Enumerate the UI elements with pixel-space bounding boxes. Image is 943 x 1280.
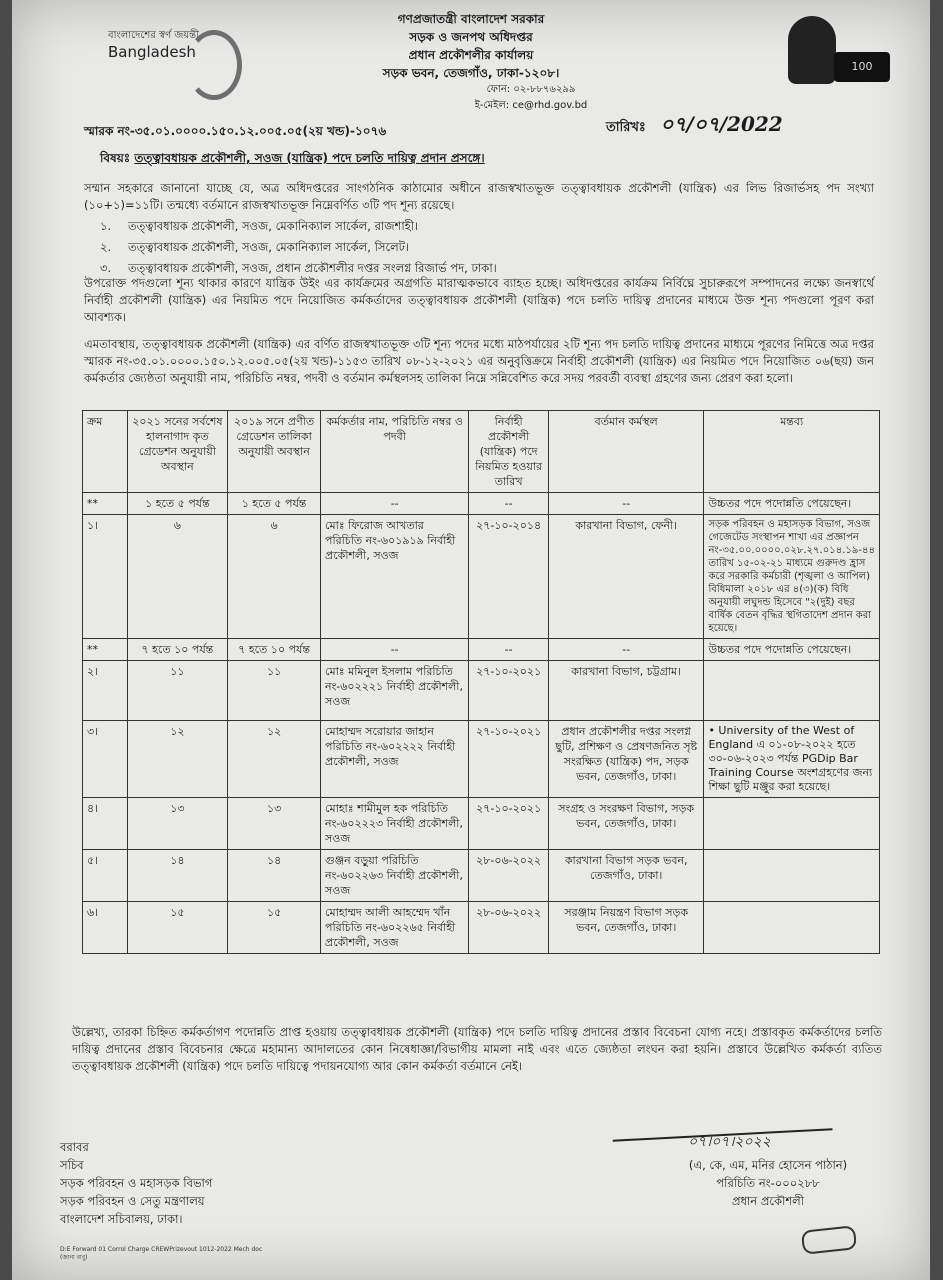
initial-scribble-icon: [801, 1225, 857, 1255]
date-label: তারিখঃ: [606, 120, 646, 135]
paragraph-intro: সম্মান সহকারে জানানো যাচ্ছে যে, অত্র অধিদপ্তরের সাংগঠনিক কাঠামোর অধীনে রাজস্বখাতভূক্ত তত্ত্বাবধায়ক প্রকৌশলী (যান্ত্রিক) এর লিভ রিজার্ভসহ পদ সংখ্যা (১০+১)=১১টি। তন্মধ্যে বর্তমানে রাজস্বখাতভূক্ত নিম্নেবর্ণিত ৩টি পদ শূন্য রয়েছে।: [84, 181, 874, 212]
signatory-id: পরিচিতি নং-০০০২৮৮: [716, 1176, 820, 1190]
letterhead-email: ই-মেইল: ce@rhd.gov.bd: [474, 100, 588, 111]
footnote-paragraph: উল্লেখ্য, তারকা চিহ্নিত কর্মকর্তাগণ পদোন্নতি প্রাপ্ত হওয়ায় তত্ত্বাবধায়ক প্রকৌশলী (যান্ত্রিক) পদে চলতি দায়িত্ব প্রদানের প্রস্তাব বিবেচনা যোগ্য নহে। প্রস্তাবকৃত কর্মকর্তাদের চলতি দায়িত্ব প্রদানের প্রস্তাব বিবেচনার ক্ষেত্রে মহামান্য আদালতের কোন নিষেধাজ্ঞা/বিভাগীয় মামলা নাই এবং এতে জ্যেষ্ঠতা লংঘন করা হয়নি। প্রস্তাবে উল্লেখিত কর্মকর্তা ব্যতিত তত্ত্বাবধায়ক প্রকৌশলী (যান্ত্রিক) পদে চলতি দায়িত্বে পদায়নযোগ্য আর কোন কর্মকর্তা বর্তমানে নেই।: [72, 1025, 882, 1073]
table-row: ৬। ১৫ ১৫ মোহাম্মদ আলী আহম্মেদ খাঁন পরিচিতি নং-৬০২২৬৫ নির্বাহী প্রকৌশলী, সওজ ২৮-০৬-২০২২ সরঞ্জাম নিয়ন্ত্রণ বিভাগ সড়ক ভবন, তেজগাঁও, ঢাকা।: [83, 902, 880, 954]
signatory-name: (এ, কে, এম, মনির হোসেন পাঠান): [688, 1158, 848, 1172]
officer-table: [82, 410, 880, 954]
letter-page: [12, 0, 930, 1280]
col-header-workplace: বর্তমান কর্মস্থল: [548, 411, 703, 493]
file-path-footer: D:E Forward 01 Corrol Charge CREWPrizevout 1012-2022 Mech doc (জানা বাবু): [60, 1246, 263, 1261]
letterhead-address: সড়ক ভবন, তেজগাঁও, ঢাকা-১২০৮।: [382, 66, 560, 80]
subject-line: [100, 150, 485, 170]
col-header-regular-date: নির্বাহী প্রকৌশলী (যান্ত্রিক) পদে নিয়মিত হওয়ার তারিখ: [469, 411, 549, 493]
vacancy-list: [100, 216, 497, 279]
centenary-badge: 100: [834, 52, 890, 82]
memo-date: [606, 110, 783, 143]
list-item: ৩. তত্ত্বাবধায়ক প্রকৌশলী, সওজ, প্রধান প্রকৌশলীর দপ্তর সংলগ্ন রিজার্ভ পদ, ঢাকা।: [100, 261, 497, 275]
subject-label: বিষয়ঃ: [100, 151, 131, 165]
logo-country-text: Bangladesh: [108, 43, 196, 61]
table-row: ৫। ১৪ ১৪ গুঞ্জন বড়ুয়া পরিচিতি নং-৬০২২৬৩ নির্বাহী প্রকৌশলী, সওজ ২৮-০৬-২০২২ কারখানা বিভাগ সড়ক ভবন, তেজগাঁও, ঢাকা।: [83, 850, 880, 902]
table-header-row: [83, 411, 880, 493]
table-row: ৩। ১২ ১২ মোহাম্মদ সরোয়ার জাহান পরিচিতি নং-৬০২২২২ নির্বাহী প্রকৌশলী, সওজ ২৭-১০-২০২১ প্রধান প্রকৌশলীর দপ্তর সংলগ্ন ছুটি, প্রশিক্ষণ ও প্রেষণজনিত সৃষ্ট সংরক্ষিত (যান্ত্রিক) পদ, সড়ক ভবন, তেজগাঁও, ঢাকা। • University of the West of England এ ০১-০৮-২০২২ হতে ৩০-০৬-২০২৩ পর্যন্ত PGDip Bar Training Course অংশগ্রহণের জন্য শিক্ষা ছুটি মঞ্জুর করা হয়েছে।: [83, 721, 880, 798]
col-header-name: কর্মকর্তার নাম, পরিচিতি নম্বর ও পদবী: [321, 411, 469, 493]
recipient-block: [60, 1138, 212, 1228]
date-value: ০৭/০৭/2022: [660, 112, 783, 136]
recipient-line: বরাবর: [60, 1140, 89, 1154]
letterhead-office: প্রধান প্রকৌশলীর কার্যালয়: [408, 48, 534, 62]
recipient-line: সচিব: [60, 1158, 84, 1172]
table-row: ** ৭ হতে ১০ পর্যন্ত ৭ হতে ১০ পর্যন্ত -- -- -- উচ্চতর পদে পদোন্নতি পেয়েছেন।: [83, 639, 880, 661]
recipient-line: সড়ক পরিবহন ও মহাসড়ক বিভাগ: [60, 1176, 213, 1190]
col-header-grade-2021: ২০২১ সনের সর্বশেষ হালনাগাদ কৃত গ্রেডেশন অনুযায়ী অবস্থান: [127, 411, 228, 493]
table-row: ৪। ১৩ ১৩ মোহাঃ শামীমুল হক পরিচিতি নং-৬০২২২৩ নির্বাহী প্রকৌশলী, সওজ ২৭-১০-২০২১ সংগ্রহ ও সংরক্ষণ বিভাগ, সড়ক ভবন, তেজগাঁও, ঢাকা।: [83, 798, 880, 850]
memo-reference: স্মারক নং-৩৫.০১.০০০০.১৫০.১২.০০৫.০৫(২য় খন্ড)-১০৭৬: [84, 124, 387, 138]
signature-date: ০৭।০৭।২০২২: [688, 1134, 771, 1150]
logo-top-text: বাংলাদেশের স্বর্ণ জয়ন্তী: [108, 30, 199, 41]
signature-block: [648, 1156, 888, 1210]
table-row: ** ১ হতে ৫ পর্যন্ত ১ হতে ৫ পর্যন্ত -- -- -- উচ্চতর পদে পদোন্নতি পেয়েছেন।: [83, 493, 880, 515]
letterhead-department: সড়ক ও জনপথ অধিদপ্তর: [409, 30, 533, 44]
list-item: ২. তত্ত্বাবধায়ক প্রকৌশলী, সওজ, মেকানিক্যাল সার্কেল, সিলেট।: [100, 240, 410, 254]
subject-text: তত্ত্বাবধায়ক প্রকৌশলী, সওজ (যান্ত্রিক) পদে চলতি দায়িত্ব প্রদান প্রসঙ্গে।: [134, 151, 485, 165]
signatory-title: প্রধান প্রকৌশলী: [731, 1194, 805, 1208]
col-header-grade-2019: ২০১৯ সনে প্রণীত গ্রেডেশন তালিকা অনুযায়ী অবস্থান: [228, 411, 321, 493]
table-row: ১। ৬ ৬ মোঃ ফিরোজ আখতার পরিচিতি নং-৬০১৯১৯ নির্বাহী প্রকৌশলী, সওজ ২৭-১০-২০১৪ কারখানা বিভাগ, ফেনী। সড়ক পরিবহন ও মহাসড়ক বিভাগ, সওজ গেজেটেড সংস্থাপন শাখা এর প্রজ্ঞাপন নং-৩৫.০০.০০০০.০২৮.২৭.০১৪.১৯-৪৪ তারিখ ১৫-০২-২১ মাধ্যমে গুরুদণ্ড হ্রাস করে সরকারি কর্মচারী (শৃঙ্খলা ও আপিল) বিধিমালা ২০১৮ এর ৪(৩)(ক) বিধি অনুযায়ী লঘুদন্ড হিসেবে "২(দুই) বছর বার্ষিক বেতন বৃদ্ধির স্থগিতাদেশ প্রদান করা হয়েছে।: [83, 515, 880, 639]
paragraph-justification: উপরোক্ত পদগুলো শূন্য থাকার কারণে যান্ত্রিক উইং এর কার্যক্রমের অগ্রগতি মারাত্মকভাবে ব্যাহত হচ্ছে। অধিদপ্তরের কার্যক্রম নির্বিঘ্নে সুচারুরূপে সম্পাদনের লক্ষ্যে জনস্বার্থে নির্বাহী প্রকৌশলী (যান্ত্রিক) এর নিয়মিত পদে নিয়োজিত কর্মকর্তাদের তত্ত্বাবধায়ক প্রকৌশলী (যান্ত্রিক) পদে চলতি দায়িত্ব প্রদানের মাধ্যমে উক্ত শূন্য পদগুলো পূরণ করা আবশ্যক।: [84, 276, 874, 324]
col-header-serial: ক্রম: [83, 411, 128, 493]
letterhead-phone: ফোন: ০২-৮৮৭৬২৯৯: [486, 84, 576, 95]
recipient-line: সড়ক পরিবহন ও সেতু মন্ত্রণালয়: [60, 1194, 205, 1208]
list-item: ১. তত্ত্বাবধায়ক প্রকৌশলী, সওজ, মেকানিক্যাল সার্কেল, রাজশাহী।: [100, 219, 419, 233]
col-header-remarks: মন্তব্য: [704, 411, 880, 493]
letterhead: [12, 10, 930, 114]
letterhead-government: গণপ্রজাতন্ত্রী বাংলাদেশ সরকার: [397, 12, 545, 26]
paragraph-proposal: এমতাবস্থায়, তত্ত্বাবধায়ক প্রকৌশলী (যান্ত্রিক) এর বর্ণিত রাজস্বখাতভূক্ত ৩টি শূন্য পদের মধ্যে মাঠপর্যায়ের ২টি শূন্য পদ চলতি দায়িত্ব প্রদানের মাধ্যমে পূরণের নিমিত্তে অত্র দপ্তর স্মারক নং-৩৫.০১.০০০০.১৫০.১২.০০৫.০৫(২য় খন্ড)-১১৫৩ তারিখ ০৮-১২-২০২১ এর অনুবৃত্তিক্রমে নির্বাহী প্রকৌশলী (যান্ত্রিক) এর নিয়মিত পদে নিয়োজিত ০৬(ছয়) জন কর্মকর্তার জ্যেষ্ঠতা অনুযায়ী নাম, পরিচিতি নম্বর, পদবী ও বর্তমান কর্মস্থলসহ তালিকা নিম্নে সন্নিবেশিত করে সদয় পরবর্তী ব্যবস্থা গ্রহণের জন্য প্রেরণ করা হলো।: [84, 337, 874, 385]
table-row: ২। ১১ ১১ মোঃ মমিনুল ইসলাম পরিচিতি নং-৬০২২২১ নির্বাহী প্রকৌশলী, সওজ ২৭-১০-২০২১ কারখানা বিভাগ, চট্টগ্রাম।: [83, 661, 880, 721]
recipient-line: বাংলাদেশ সচিবালয়, ঢাকা।: [60, 1212, 183, 1226]
